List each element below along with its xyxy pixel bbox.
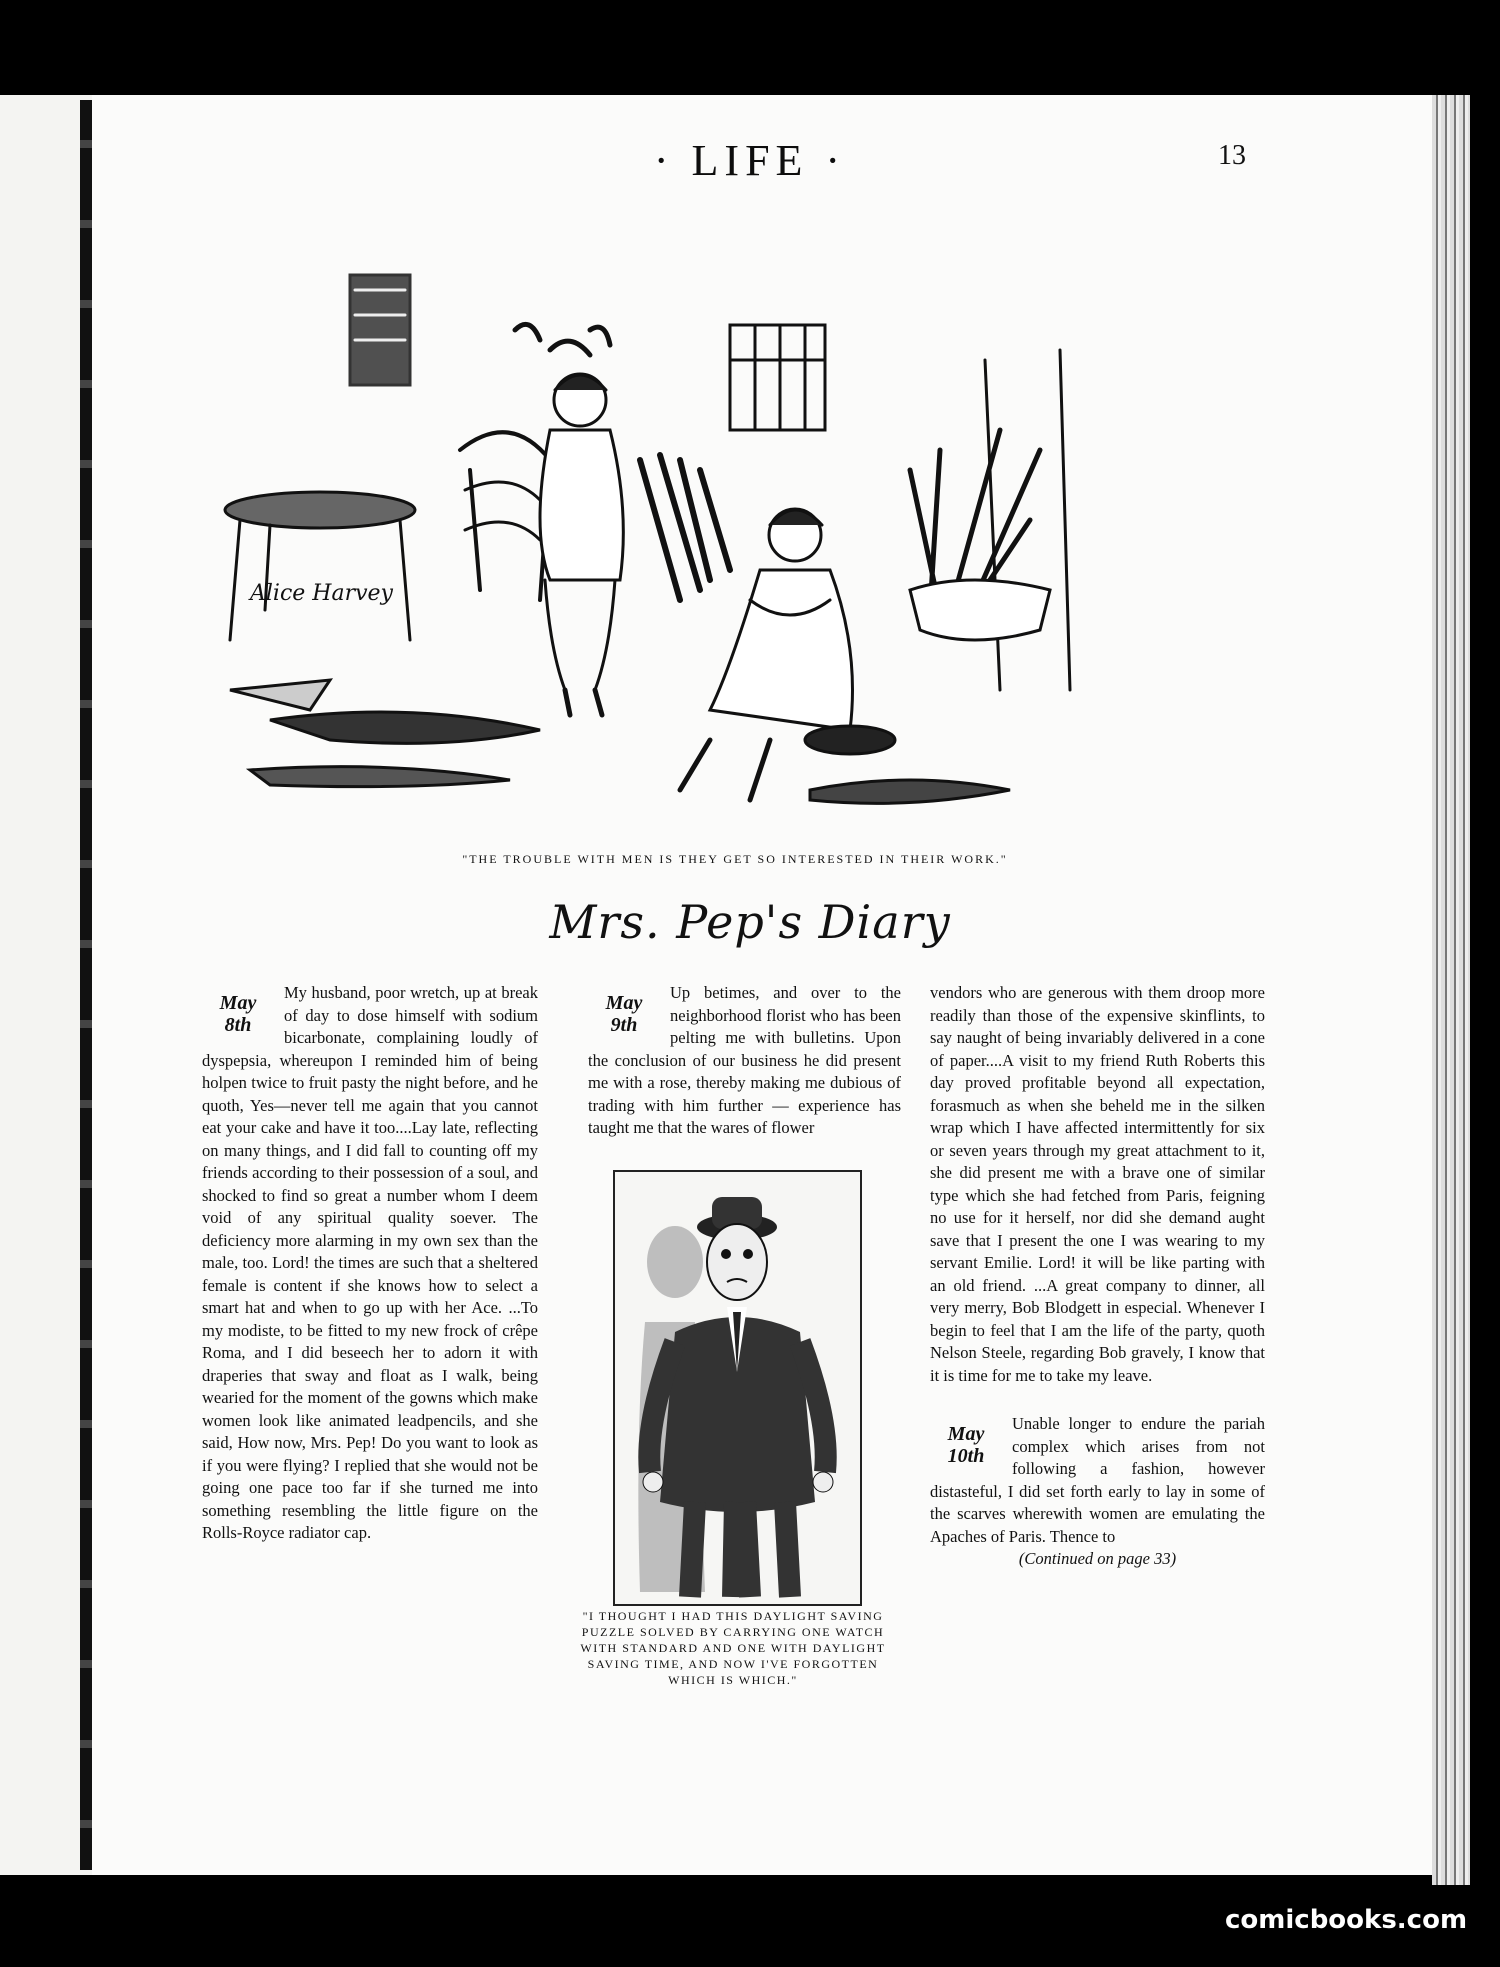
column-2 (588, 982, 901, 1140)
page-edges (1432, 95, 1470, 1885)
date-day: 10th (947, 1445, 985, 1467)
date-month: May (219, 992, 257, 1014)
date-may-10th (930, 1423, 1002, 1467)
cartoon-caption: "THE TROUBLE WITH MEN IS THEY GET SO INTERESTED IN THEIR WORK." (462, 852, 1008, 866)
entry-may-9th-continued-text: vendors who are generous with them droop more readily than those of the expensive skinflints, to say naught of being invariably delivered in a cone of paper....A visit to my friend Ruth Roberts this day proved profitable beyond all expectation, forasmuch as when she beheld me in the silken wrap which I have affected intermittently for six or seven years through my great attachment to it, she did present me with a brave one of similar type which she had fetched from Paris, feigning no use for it herself, nor did she demand aught save that I present the one I was wearing to my servant Emilie. Lord! it will be like parting with an old friend. ...A great company to dinner, all very merry, Bob Blodgett in especial. Whenever I begin to feel that I am the life of the party, quoth Nelson Steele, regarding Bob gravely, I know that it is time for me to take my leave. (930, 983, 1265, 1385)
date-month: May (605, 992, 643, 1014)
article-title: Mrs. Pep's Diary (549, 895, 951, 949)
date-may-8th (202, 992, 274, 1036)
cartoon-signature: Alice Harvey (250, 581, 393, 606)
illustration-caption: "I THOUGHT I HAD THIS DAYLIGHT SAVING PUZZLE SOLVED BY CARRYING ONE WATCH WITH STANDARD AND ONE WITH DAYLIGHT SAVING TIME, AND NOW I'VE FORGOTTEN WHICH IS WHICH." (580, 1609, 886, 1687)
cartoon-illustration (210, 270, 1260, 820)
entry-may-10th-text: Unable longer to endure the pariah complex which arises from not following a fashion, however distasteful, I did set forth early to lay in some of the scarves wherewith women are emulating the Apaches of Paris. Thence to (930, 1414, 1265, 1546)
magazine-title: · LIFE · (653, 136, 847, 185)
column-3 (930, 982, 1265, 1571)
left-page-edge (0, 95, 92, 1875)
page-number: 13 (1218, 140, 1246, 171)
watermark: comicbooks.com (1225, 1905, 1468, 1935)
column-1 (202, 982, 538, 1545)
continued-note: (Continued on page 33) (1018, 1549, 1177, 1568)
date-day: 8th (224, 1014, 252, 1036)
date-day: 9th (610, 1014, 638, 1036)
date-month: May (947, 1423, 985, 1445)
date-may-9th (588, 992, 660, 1036)
entry-may-9th-text: Up betimes, and over to the neighborhood florist who has been pelting me with bulletins. Upon the conclusion of our business he did present me with a rose, thereby making me dubious of trading with him further — experience has taught me that the wares of flower (588, 983, 901, 1137)
entry-may-8th-text: My husband, poor wretch, up at break of day to dose himself with sodium bicarbonate, complaining loudly of dyspepsia, whereupon I reminded him of being holpen twice to fruit pasty the night before, and he quoth, Yes—never tell me again that you cannot eat your cake and have it too....Lay late, reflecting on many things, and I did fall to counting off my friends according to their possession of a soul, and shocked to find so great a number whom I deem void of any spiritual quality soever. The deficiency more alarming in my own sex than the male, too. Lord! the times are such that a sheltered female is content if she knows how to select a smart hat and when to go up with her Ace. ...To my modiste, to be fitted to my new frock of crêpe Roma, and I did beseech her to adorn it with draperies that sway and float as I walk, being wearied for the moment of the gowns which make women look like animated leadpencils, and she said, How now, Mrs. Pep! Do you want to look as if you were flying? I replied that she would not be going one pace too far if she turned me into something resembling the little figure on the Rolls-Royce radiator cap. (202, 983, 538, 1542)
man-with-watches-illustration (613, 1170, 862, 1606)
book-spine (80, 100, 92, 1870)
